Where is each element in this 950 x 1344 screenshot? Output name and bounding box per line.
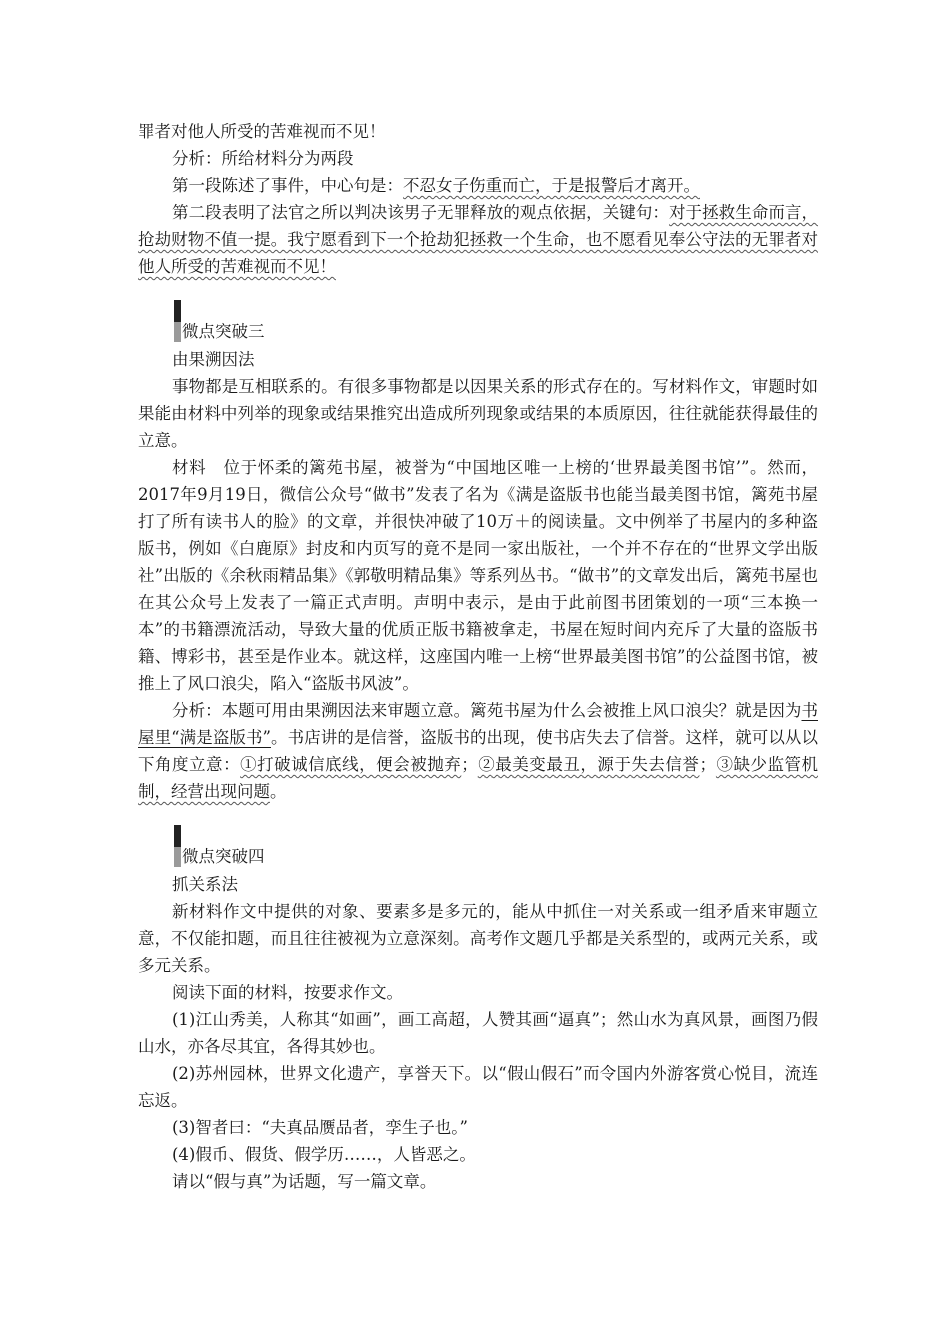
analysis-underlined-cause: 书屋里“满是盗版书” [138,701,818,747]
analysis-text-a: 分析：本题可用由果溯因法来审题立意。篱苑书屋为什么会被推上风口浪尖？就是因为 [172,701,802,720]
section-4-method: 抓关系法 [172,875,238,894]
section-4-heading [138,825,818,871]
material-item-2: (2)苏州园林，世界文化遗产，享誉天下。以“假山假石”而令国内外游客赏心悦目，流连忘返。 [138,1064,818,1110]
separator: ； [699,755,716,774]
section-3-method: 由果溯因法 [172,350,255,369]
material-item-1: (1)江山秀美，人称其“如画”，画工高超，人赞其画“逼真”；然山水为真风景，画图乃假山水，亦各尽其宜，各得其妙也。 [138,1010,818,1056]
angle-3: ③缺少监管机制，经营出现问题 [138,755,819,801]
section-4-instruction: 阅读下面的材料，按要求作文。 [172,983,403,1002]
analysis-para-2 [138,199,818,280]
angle-1: ①打破诚信底线，便会被抛弃 [240,755,462,774]
writing-task: 请以“假与真”为话题，写一篇文章。 [172,1172,437,1191]
material-item-4: (4)假币、假货、假学历……，人皆恶之。 [172,1145,476,1164]
section-3-title: 微点突破三 [182,322,265,341]
period: 。 [270,782,287,801]
section-3-heading [138,300,818,346]
section-3-analysis [138,697,818,805]
para1-prefix: 第一段陈述了事件，中心句是： [172,176,403,195]
separator: ； [461,755,478,774]
analysis-label: 分析：所给材料分为两段 [172,149,354,168]
section-3-intro: 事物都是互相联系的。有很多事物都是以因果关系的形式存在的。写材料作文，审题时如果能由材料中列举的现象或结果推究出造成所列现象或结果的本质原因，往往就能获得最佳的立意。 [138,377,818,450]
para2-key-sentence: 对于拯救生命而言，抢劫财物不值一提。我宁愿看到下一个抢劫犯拯救一个生命，也不愿看见奉公守法的无罪者对他人所受的苦难视而不见！ [138,203,819,276]
continued-line: 罪者对他人所受的苦难视而不见！ [138,122,386,141]
section-4-title: 微点突破四 [182,847,265,866]
para2-prefix: 第二段表明了法官之所以判决该男子无罪释放的观点依据，关键句： [172,203,669,222]
section-3-material: 材料 位于怀柔的篱苑书屋，被誉为“中国地区唯一上榜的‘世界最美图书馆’”。然而，2017年9月19日，微信公众号“做书”发表了名为《满是盗版书也能当最美图书馆，篱苑书屋打了所有读书人的脸》的文章，并很快冲破了10万＋的阅读量。文中例举了书屋内的多种盗版书，例如《白鹿原》封皮和内页写的竟不是同一家出版社，一个并不存在的“世界文学出版社”出版的《余秋雨精品集》《郭敬明精品集》等系列丛书。“做书”的文章发出后，篱苑书屋也在其公众号上发表了一篇正式声明。声明中表示，是由于此前图书团策划的一项“三本换一本”的书籍漂流活动，导致大量的优质正版书籍被拿走，书屋在短时间内充斥了大量的盗版书籍、博彩书，甚至是作业本。就这样，这座国内唯一上榜“世界最美图书馆”的公益图书馆，被推上了风口浪尖，陷入“盗版书风波”。 [138,458,818,693]
material-item-3: (3)智者曰：“夫真品赝品者，孪生子也。” [172,1118,468,1137]
analysis-para-1 [138,172,818,199]
section-4-intro: 新材料作文中提供的对象、要素多是多元的，能从中抓住一对关系或一组矛盾来审题立意，不仅能扣题，而且往往被视为立意深刻。高考作文题几乎都是关系型的，或两元关系，或多元关系。 [138,902,818,975]
document-page [138,118,818,1195]
analysis-text-b: 。书店讲的是信誉，盗版书的出现，使书店失去了信誉。这样，就可以从以下角度立意： [138,728,818,774]
angle-2: ②最美变最丑，源于失去信誉 [477,755,700,774]
para1-key-sentence: 不忍女子伤重而亡，于是报警后才离开。 [403,176,700,195]
